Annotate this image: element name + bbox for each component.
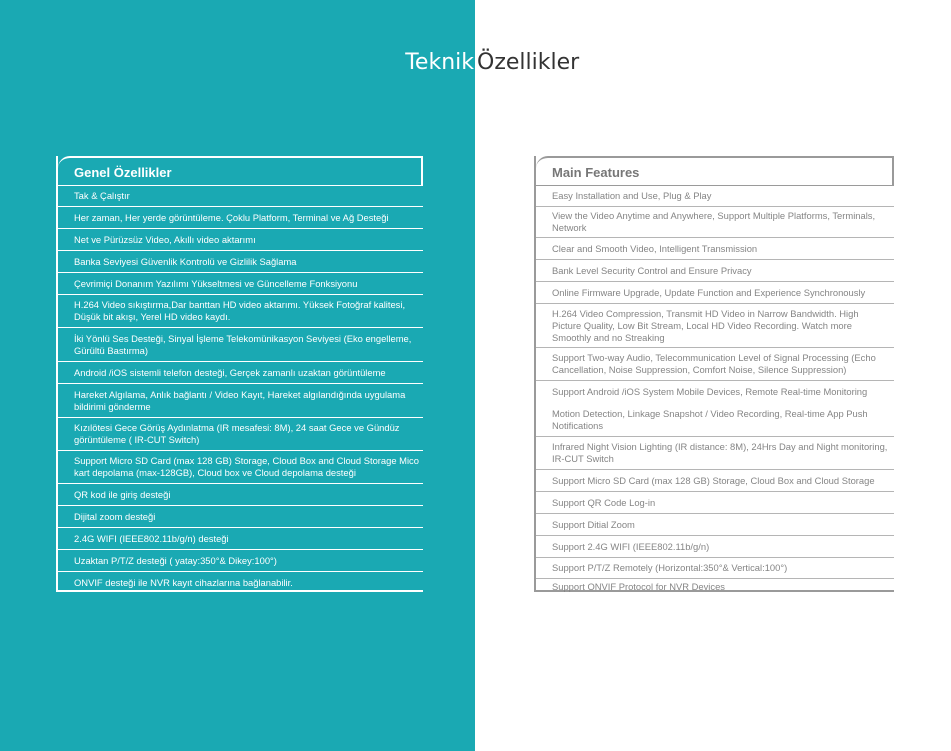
feature-row xyxy=(58,506,423,528)
feature-row xyxy=(58,572,423,594)
feature-text: Support P/T/Z Remotely (Horizontal:350°& Vertical:100°) xyxy=(552,562,788,573)
feature-text: Uzaktan P/T/Z desteği ( yatay:350°& Dikey:100°) xyxy=(74,554,277,566)
feature-text: Support ONVIF Protocol for NVR Devices xyxy=(552,581,725,592)
feature-text: Support Android /iOS System Mobile Devices, Remote Real-time Monitoring xyxy=(552,386,868,397)
feature-row xyxy=(536,186,894,207)
feature-row xyxy=(536,579,894,595)
feature-row xyxy=(536,536,894,558)
feature-text: Support Micro SD Card (max 128 GB) Storage, Cloud Box and Cloud Storage Mico kart depolama (max-128GB), Cloud box ve Cloud depolama desteği xyxy=(74,455,419,478)
feature-text: H.264 Video Compression, Transmit HD Video in Narrow Bandwidth. High Picture Quality, Low Bit Stream, Local HD Video Recording. Watch more Smoothly and no Streaking xyxy=(552,307,859,343)
title-word-1: Teknik xyxy=(405,50,474,75)
feature-text: Net ve Pürüzsüz Video, Akıllı video aktarımı xyxy=(74,233,256,245)
feature-row xyxy=(58,328,423,362)
feature-row xyxy=(58,550,423,572)
feature-text: Hareket Algılama, Anlık bağlantı / Video Kayıt, Hareket algılandığında uygulama bildirimi gönderme xyxy=(74,388,406,412)
feature-row xyxy=(536,470,894,492)
feature-row xyxy=(58,528,423,550)
general-features-panel xyxy=(56,156,423,592)
feature-text: Clear and Smooth Video, Intelligent Transmission xyxy=(552,242,758,254)
feature-text: Tak & Çalıştır xyxy=(74,190,130,201)
title-word-2: Özellikler xyxy=(477,50,580,75)
feature-row xyxy=(58,207,423,229)
feature-row xyxy=(536,348,894,381)
feature-text: View the Video Anytime and Anywhere, Support Multiple Platforms, Terminals, Network xyxy=(552,210,876,233)
feature-text: Android /iOS sistemli telefon desteği, Gerçek zamanlı uzaktan görüntüleme xyxy=(74,366,386,378)
feature-text: Her zaman, Her yerde görüntüleme. Çoklu Platform, Terminal ve Ağ Desteği xyxy=(74,211,389,223)
feature-text: İki Yönlü Ses Desteği, Sinyal İşleme Telekomünikasyon Seviyesi (Eko engelleme, Gürültü Bastırma) xyxy=(74,332,412,356)
feature-row xyxy=(536,492,894,514)
feature-row xyxy=(536,238,894,260)
feature-row xyxy=(536,207,894,238)
feature-row xyxy=(58,384,423,418)
feature-text: ONVIF desteği ile NVR kayıt cihazlarına bağlanabilir. xyxy=(74,577,293,588)
page-title xyxy=(0,50,951,80)
feature-row xyxy=(58,451,423,484)
feature-text: Easy Installation and Use, Plug & Play xyxy=(552,190,712,201)
feature-row xyxy=(536,437,894,470)
feature-text: Bank Level Security Control and Ensure Privacy xyxy=(552,264,752,276)
feature-text: 2.4G WIFI (IEEE802.11b/g/n) desteği xyxy=(74,532,229,544)
feature-row xyxy=(536,514,894,536)
feature-text: Infrared Night Vision Lighting (IR distance: 8M), 24Hrs Day and Night monitoring, IR-CUT Switch xyxy=(552,441,888,464)
feature-text: Motion Detection, Linkage Snapshot / Video Recording, Real-time App Push Notifications xyxy=(552,407,868,431)
feature-text: Support Ditial Zoom xyxy=(552,518,635,530)
feature-text: Support Micro SD Card (max 128 GB) Storage, Cloud Box and Cloud Storage xyxy=(552,474,875,486)
general-features-header: Genel Özellikler xyxy=(58,156,423,186)
feature-row xyxy=(58,273,423,295)
main-features-panel xyxy=(534,156,894,592)
feature-text: Support 2.4G WIFI (IEEE802.11b/g/n) xyxy=(552,540,710,552)
main-features-header: Main Features xyxy=(536,156,894,186)
feature-row xyxy=(58,362,423,384)
feature-text: Support QR Code Log-in xyxy=(552,496,656,508)
feature-row xyxy=(58,484,423,506)
feature-text: Kızılötesi Gece Görüş Aydınlatma (IR mesafesi: 8M), 24 saat Gece ve Gündüz görüntüleme ( IR-CUT Switch) xyxy=(74,422,400,445)
feature-text: Online Firmware Upgrade, Update Function and Experience Synchronously xyxy=(552,286,866,298)
feature-row xyxy=(536,282,894,304)
feature-row xyxy=(58,295,423,328)
feature-text: Dijital zoom desteği xyxy=(74,510,156,522)
feature-text: H.264 Video sıkıştırma,Dar banttan HD video aktarımı. Yüksek Fotoğraf kalitesi, Düşük bit akışı, Yerel HD video kaydı. xyxy=(74,299,406,322)
feature-row xyxy=(58,229,423,251)
feature-text: Banka Seviyesi Güvenlik Kontrolü ve Gizlilik Sağlama xyxy=(74,255,297,267)
feature-text: Çevrimiçi Donanım Yazılımı Yükseltmesi ve Güncelleme Fonksiyonu xyxy=(74,277,358,289)
feature-text: Support Two-way Audio, Telecommunication Level of Signal Processing (Echo Cancellation, Noise Suppression, Comfort Noise, Silence Suppression) xyxy=(552,352,876,375)
feature-text: QR kod ile giriş desteği xyxy=(74,488,171,500)
feature-row xyxy=(536,558,894,579)
feature-row xyxy=(58,418,423,451)
feature-row xyxy=(536,260,894,282)
feature-row xyxy=(58,251,423,273)
feature-row xyxy=(58,186,423,207)
feature-row xyxy=(536,381,894,403)
feature-row xyxy=(536,304,894,348)
feature-row xyxy=(536,403,894,437)
